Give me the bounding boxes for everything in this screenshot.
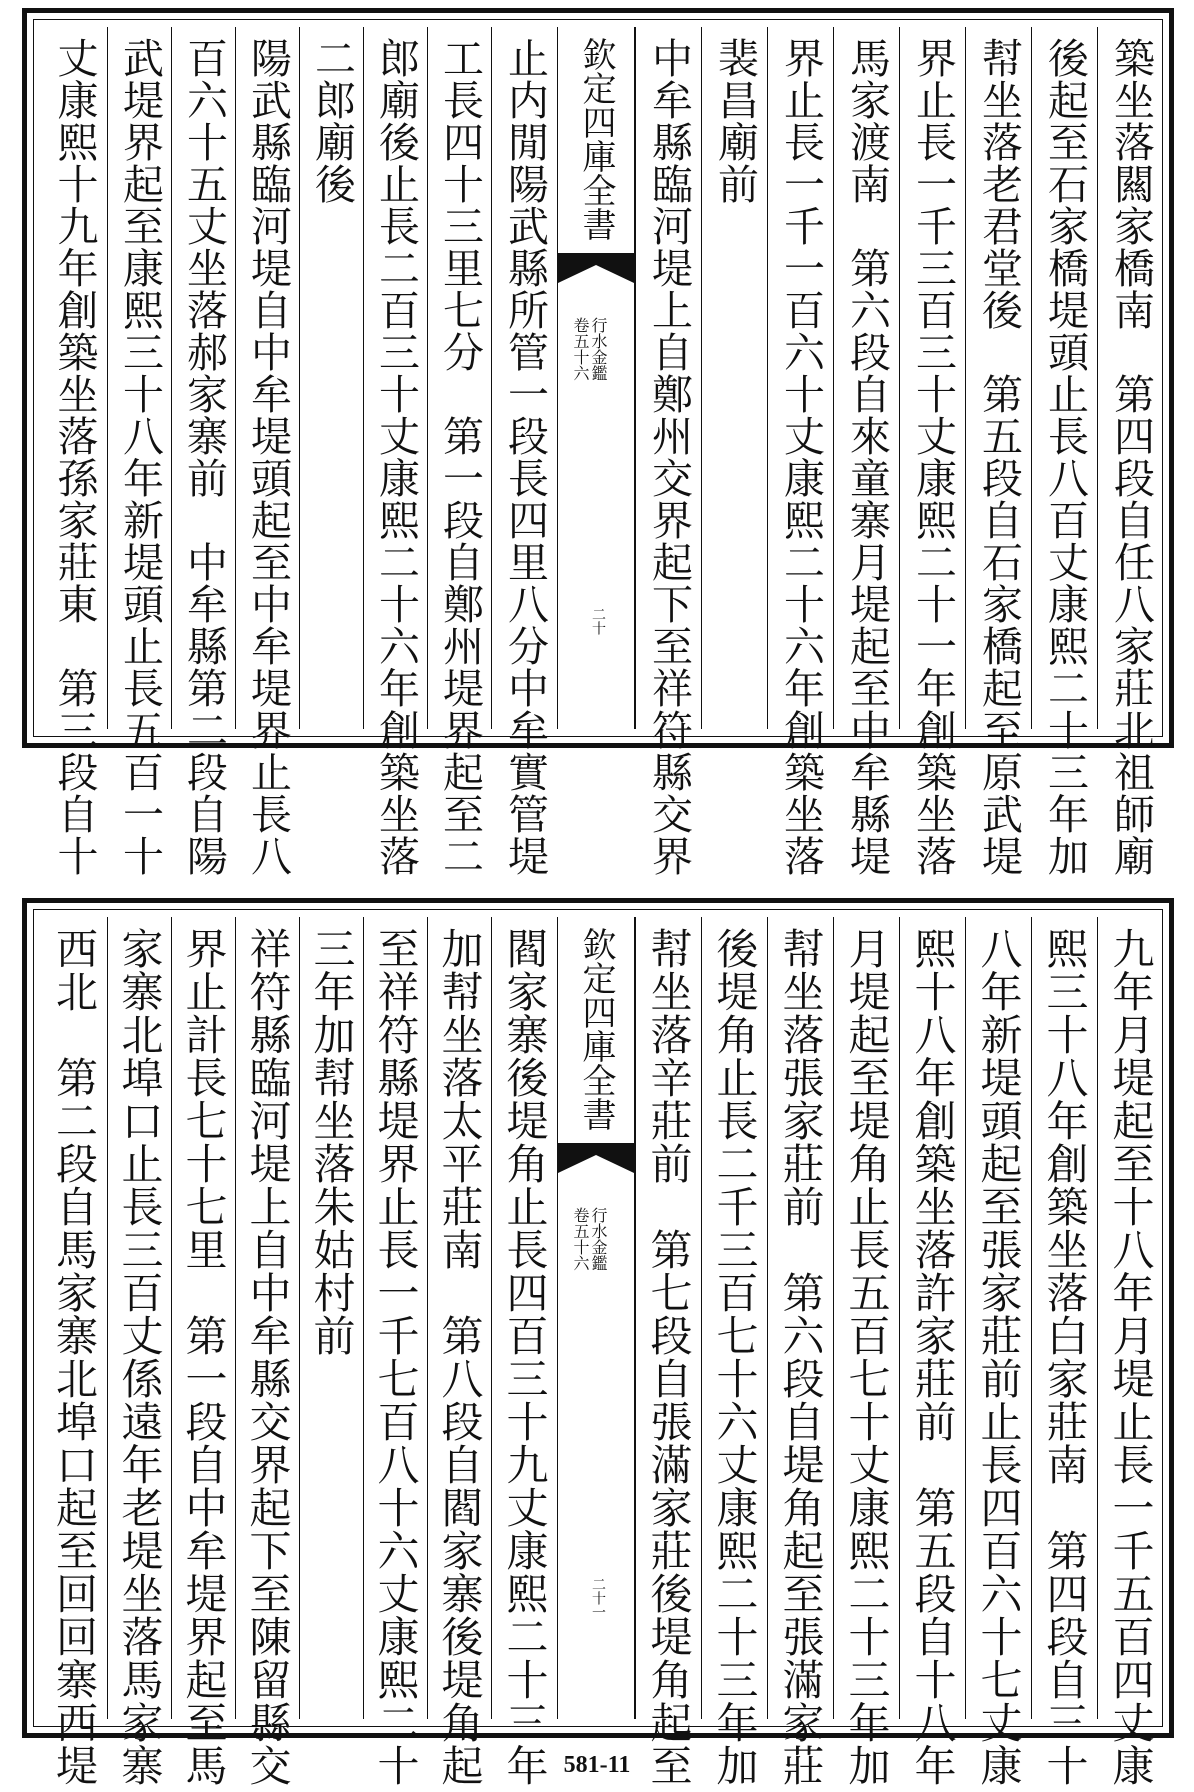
column-text: 武堤界起至康熙三十八年新堤頭止長五百一十 bbox=[116, 37, 164, 877]
column-text: 後堤角止長二千三百七十六丈康熙二十三年加 bbox=[710, 927, 760, 1787]
column-text: 丈康熙十九年創築坐落孫家莊東 第三段自十 bbox=[50, 37, 99, 877]
text-column bbox=[965, 917, 1031, 1787]
column-text: 工長四十三里七分 第一段自鄭州堤界起至二 bbox=[436, 37, 484, 877]
top-columns bbox=[41, 27, 1155, 877]
text-column bbox=[767, 917, 833, 1787]
text-column bbox=[701, 27, 767, 729]
center-gutter bbox=[557, 917, 635, 1719]
column-text: 三年加幇坐落朱姑村前 bbox=[307, 927, 357, 1357]
column-text: 築坐落闗家橋南 第四段自任八家莊北祖師廟 bbox=[1107, 37, 1155, 877]
text-column bbox=[299, 27, 363, 729]
text-column bbox=[899, 27, 965, 877]
text-column bbox=[299, 917, 363, 1719]
text-column bbox=[635, 27, 701, 877]
text-column bbox=[363, 27, 427, 877]
book-title: 欽定四庫全書 bbox=[576, 37, 616, 241]
top-page bbox=[22, 8, 1174, 877]
text-column bbox=[833, 27, 899, 877]
volume-label: 卷五十六 bbox=[571, 1207, 590, 1271]
text-column bbox=[107, 27, 171, 877]
book-title: 欽定四庫全書 bbox=[576, 927, 616, 1131]
column-text: 至祥符縣堤界止長一千七百八十六丈康熙二十 bbox=[371, 927, 421, 1787]
column-text: 熙十八年創築坐落許家莊前 第五段自十八年 bbox=[908, 927, 958, 1787]
column-text: 熙三十八年創築坐落白家莊南 第四段自三十 bbox=[1040, 927, 1090, 1787]
text-column bbox=[1097, 27, 1163, 877]
text-column bbox=[171, 27, 235, 877]
column-text: 後起至石家橋堤頭止長八百丈康熙二十三年加 bbox=[1041, 37, 1089, 877]
text-column bbox=[427, 27, 491, 877]
text-column bbox=[41, 27, 107, 877]
center-gutter bbox=[557, 27, 635, 729]
text-column bbox=[41, 917, 107, 1787]
column-text: 界止長一千三百三十丈康熙二十一年創築坐落 bbox=[909, 37, 957, 877]
text-column bbox=[171, 917, 235, 1787]
text-column bbox=[635, 917, 701, 1787]
column-text: 月堤起至堤角止長五百七十丈康熙二十三年加 bbox=[842, 927, 892, 1787]
column-text: 馬家渡南 第六段自來童寨月堤起至中牟縣堤 bbox=[843, 37, 891, 877]
text-column bbox=[1031, 27, 1097, 877]
column-text: 陽武縣臨河堤自中牟堤頭起至中牟堤界止長八 bbox=[244, 37, 292, 877]
column-text: 百六十五丈坐落郝家寨前 中牟縣第二段自陽 bbox=[180, 37, 228, 877]
column-text: 止内閒陽武縣所管一段長四里八分中牟實管堤 bbox=[501, 37, 549, 877]
footer-page-number: 581-11 bbox=[563, 1752, 631, 1778]
column-text: 家寨北埠口止長三百丈係遠年老堤坐落馬家寨 bbox=[115, 927, 165, 1787]
text-column bbox=[767, 27, 833, 877]
text-column bbox=[491, 917, 557, 1787]
text-column bbox=[1097, 917, 1163, 1787]
fishtail-ornament bbox=[558, 1143, 634, 1173]
volume-label: 卷五十六 bbox=[571, 317, 590, 381]
column-text: 裴昌廟前 bbox=[711, 37, 759, 205]
leaf-number: 二十 bbox=[590, 607, 606, 635]
column-text: 幇坐落老君堂後 第五段自石家橋起至原武堤 bbox=[975, 37, 1023, 877]
book-subtitle: 行水金鑑 bbox=[589, 317, 608, 381]
column-text: 閻家寨後堤角止長四百三十九丈康熙二十三年 bbox=[500, 927, 550, 1787]
text-column bbox=[363, 917, 427, 1787]
column-text: 郎廟後止長二百三十丈康熙二十六年創築坐落 bbox=[372, 37, 420, 877]
column-text: 二郎廟後 bbox=[308, 37, 356, 205]
text-column bbox=[235, 917, 299, 1787]
column-text: 加幇坐落太平莊南 第八段自閻家寨後堤角起 bbox=[435, 927, 485, 1787]
book-subtitle: 行水金鑑 bbox=[589, 1207, 608, 1271]
leaf-number: 二十一 bbox=[590, 1577, 606, 1619]
text-column bbox=[427, 917, 491, 1787]
column-text: 中牟縣臨河堤上自鄭州交界起下至祥符縣交界 bbox=[645, 37, 693, 877]
text-column bbox=[235, 27, 299, 877]
fishtail-ornament bbox=[558, 253, 634, 283]
text-column bbox=[833, 917, 899, 1787]
text-column bbox=[1031, 917, 1097, 1787]
text-column bbox=[491, 27, 557, 877]
column-text: 幇坐落辛莊前 第七段自張滿家莊後堤角起至 bbox=[644, 927, 694, 1787]
column-text: 西北 第二段自馬家寨北埠口起至回回寨西堤 bbox=[50, 927, 99, 1787]
column-text: 八年新堤頭起至張家莊前止長四百六十七丈康 bbox=[974, 927, 1024, 1787]
text-column bbox=[107, 917, 171, 1787]
column-text: 祥符縣臨河堤上自中牟縣交界起下至陳留縣交 bbox=[243, 927, 293, 1787]
text-column bbox=[965, 27, 1031, 877]
column-text: 界止長一千一百六十丈康熙二十六年創築坐落 bbox=[777, 37, 825, 877]
text-column bbox=[701, 917, 767, 1787]
column-text: 九年月堤起至十八年月堤止長一千五百四丈康 bbox=[1106, 927, 1156, 1787]
column-text: 界止計長七十七里 第一段自中牟堤界起至馬 bbox=[179, 927, 229, 1787]
column-text: 幇坐落張家莊前 第六段自堤角起至張滿家莊 bbox=[776, 927, 826, 1787]
text-column bbox=[899, 917, 965, 1787]
